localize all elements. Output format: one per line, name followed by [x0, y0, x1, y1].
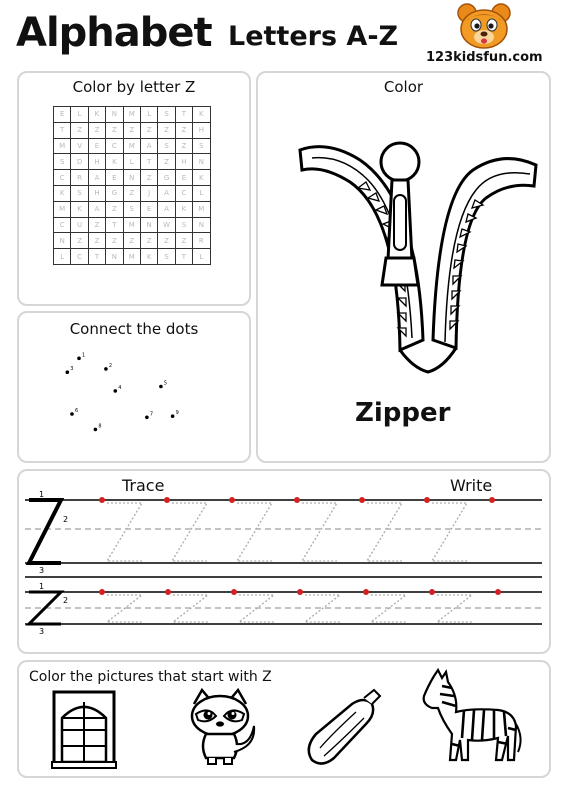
- grid-cell[interactable]: T: [175, 249, 192, 265]
- dot-number: 1: [82, 352, 86, 359]
- grid-cell[interactable]: S: [158, 138, 175, 154]
- grid-row: [54, 185, 211, 201]
- grid-cell[interactable]: M: [123, 217, 140, 233]
- grid-cell[interactable]: N: [106, 249, 123, 265]
- start-dot: [164, 497, 170, 503]
- grid-cell[interactable]: N: [193, 154, 210, 170]
- color-by-letter-title: Color by letter Z: [72, 78, 196, 96]
- grid-row: [54, 154, 211, 170]
- dot[interactable]: [113, 389, 117, 393]
- dot-number: 5: [163, 380, 168, 387]
- grid-cell[interactable]: K: [71, 201, 88, 217]
- dot[interactable]: [145, 416, 149, 420]
- grid-cell[interactable]: G: [106, 185, 123, 201]
- grid-cell[interactable]: C: [175, 185, 192, 201]
- model-letter-z: [29, 500, 61, 563]
- dot-number: 4: [118, 384, 122, 391]
- start-dot: [99, 497, 105, 503]
- dot[interactable]: [94, 428, 98, 432]
- grid-cell[interactable]: A: [158, 201, 175, 217]
- grid-cell[interactable]: Z: [140, 170, 157, 186]
- grid-cell[interactable]: S: [175, 217, 192, 233]
- grid-cell[interactable]: C: [54, 170, 71, 186]
- grid-cell[interactable]: M: [123, 138, 140, 154]
- stroke-number: 2: [63, 596, 69, 606]
- write-label: Write: [450, 476, 493, 495]
- grid-cell[interactable]: E: [88, 138, 105, 154]
- grid-cell[interactable]: C: [54, 217, 71, 233]
- grid-cell[interactable]: U: [71, 217, 88, 233]
- grid-cell[interactable]: R: [193, 233, 210, 249]
- grid-cell[interactable]: Z: [140, 233, 157, 249]
- dot[interactable]: [159, 385, 163, 389]
- grid-row: [54, 233, 211, 249]
- trace-letter-z[interactable]: [302, 503, 337, 561]
- grid-cell[interactable]: H: [88, 154, 105, 170]
- grid-cell[interactable]: S: [71, 185, 88, 201]
- grid-cell[interactable]: E: [106, 170, 123, 186]
- grid-row: [54, 170, 211, 186]
- start-dot: [165, 589, 171, 595]
- grid-cell[interactable]: S: [193, 138, 210, 154]
- stroke-number: 3: [39, 627, 45, 636]
- trace-lines: [17, 469, 551, 654]
- grid-cell[interactable]: H: [175, 154, 192, 170]
- dot[interactable]: [77, 357, 81, 361]
- grid-cell[interactable]: L: [71, 107, 88, 123]
- grid-cell[interactable]: N: [54, 233, 71, 249]
- start-dot: [363, 589, 369, 595]
- grid-cell[interactable]: Z: [175, 122, 192, 138]
- trace-letter-z[interactable]: [172, 503, 207, 561]
- start-dot: [424, 497, 430, 503]
- stroke-number: 3: [39, 566, 45, 575]
- grid-cell[interactable]: Z: [123, 233, 140, 249]
- trace-label: Trace: [122, 476, 165, 495]
- page-subtitle: Letters A-Z: [228, 21, 399, 52]
- grid-cell[interactable]: Z: [106, 201, 123, 217]
- grid-cell[interactable]: L: [54, 249, 71, 265]
- grid-cell[interactable]: S: [123, 201, 140, 217]
- stroke-number: 1: [39, 490, 45, 499]
- grid-cell[interactable]: G: [158, 170, 175, 186]
- grid-cell[interactable]: T: [140, 154, 157, 170]
- grid-cell[interactable]: T: [54, 122, 71, 138]
- grid-cell[interactable]: R: [71, 170, 88, 186]
- grid-cell[interactable]: Z: [88, 233, 105, 249]
- grid-cell[interactable]: C: [71, 249, 88, 265]
- grid-cell[interactable]: M: [193, 201, 210, 217]
- grid-cell[interactable]: L: [123, 154, 140, 170]
- grid-cell[interactable]: A: [140, 138, 157, 154]
- zucchini-icon: [302, 690, 382, 770]
- start-dot: [231, 589, 237, 595]
- grid-cell[interactable]: N: [140, 217, 157, 233]
- grid-cell[interactable]: Z: [106, 233, 123, 249]
- trace-letter-z[interactable]: [367, 503, 402, 561]
- start-dot: [429, 589, 435, 595]
- grid-cell[interactable]: H: [193, 122, 210, 138]
- grid-cell[interactable]: K: [88, 107, 105, 123]
- grid-cell[interactable]: L: [193, 185, 210, 201]
- grid-cell[interactable]: N: [193, 217, 210, 233]
- zipper-icon: [288, 140, 548, 380]
- grid-cell[interactable]: Z: [123, 122, 140, 138]
- letter-grid: [53, 106, 211, 265]
- grid-cell[interactable]: T: [175, 107, 192, 123]
- grid-cell[interactable]: Z: [106, 122, 123, 138]
- grid-cell[interactable]: K: [193, 170, 210, 186]
- start-dot: [229, 497, 235, 503]
- grid-row: [54, 201, 211, 217]
- dot[interactable]: [70, 412, 74, 416]
- dot-number: 7: [149, 411, 154, 418]
- dot-number: 6: [74, 408, 79, 414]
- grid-cell[interactable]: Z: [158, 122, 175, 138]
- grid-cell[interactable]: K: [193, 107, 210, 123]
- grid-cell[interactable]: V: [71, 138, 88, 154]
- grid-row: [54, 138, 211, 154]
- dot-number: 3: [70, 366, 74, 373]
- grid-cell[interactable]: L: [193, 249, 210, 265]
- grid-cell[interactable]: Z: [175, 138, 192, 154]
- grid-cell[interactable]: Z: [71, 233, 88, 249]
- dot[interactable]: [171, 414, 175, 418]
- site-url[interactable]: 123kidsfun.com: [426, 50, 543, 65]
- grid-cell[interactable]: S: [158, 249, 175, 265]
- grid-cell[interactable]: J: [140, 185, 157, 201]
- trace-letter-z[interactable]: [237, 503, 272, 561]
- grid-cell[interactable]: D: [71, 154, 88, 170]
- grid-cell[interactable]: Z: [140, 122, 157, 138]
- stroke-number: 1: [39, 582, 45, 591]
- dot[interactable]: [104, 367, 108, 371]
- grid-row: [54, 122, 211, 138]
- window-icon: [52, 690, 116, 770]
- start-dot: [495, 589, 501, 595]
- zipper-word: Zipper: [355, 398, 451, 428]
- grid-cell[interactable]: C: [106, 138, 123, 154]
- grid-cell[interactable]: S: [54, 154, 71, 170]
- grid-cell[interactable]: Z: [71, 122, 88, 138]
- grid-cell[interactable]: Z: [158, 154, 175, 170]
- stroke-number: 2: [63, 515, 69, 525]
- grid-cell[interactable]: A: [88, 170, 105, 186]
- trace-letter-z[interactable]: [107, 503, 142, 561]
- grid-cell[interactable]: N: [123, 170, 140, 186]
- grid-cell[interactable]: T: [106, 217, 123, 233]
- grid-cell[interactable]: N: [106, 107, 123, 123]
- grid-cell[interactable]: E: [54, 107, 71, 123]
- grid-cell[interactable]: Z: [88, 217, 105, 233]
- start-dot: [489, 497, 495, 503]
- grid-cell[interactable]: Z: [88, 122, 105, 138]
- start-dot: [99, 589, 105, 595]
- grid-cell[interactable]: A: [158, 185, 175, 201]
- grid-cell[interactable]: A: [88, 201, 105, 217]
- grid-cell[interactable]: K: [140, 249, 157, 265]
- grid-cell[interactable]: K: [106, 154, 123, 170]
- start-dot: [359, 497, 365, 503]
- grid-cell[interactable]: S: [158, 107, 175, 123]
- grid-row: [54, 249, 211, 265]
- grid-cell[interactable]: K: [54, 185, 71, 201]
- start-dot: [294, 497, 300, 503]
- grid-cell[interactable]: Z: [123, 185, 140, 201]
- grid-cell[interactable]: L: [140, 107, 157, 123]
- grid-row: [54, 107, 211, 123]
- page-title: Alphabet: [16, 10, 212, 56]
- grid-cell[interactable]: H: [88, 185, 105, 201]
- dot-number: 2: [108, 362, 113, 369]
- dots-canvas: [17, 348, 251, 458]
- pictures-title: Color the pictures that start with Z: [29, 669, 272, 685]
- grid-cell[interactable]: Z: [175, 233, 192, 249]
- zebra-icon: [412, 668, 522, 766]
- raccoon-icon: [180, 686, 260, 768]
- start-dot: [297, 589, 303, 595]
- grid-cell[interactable]: M: [123, 107, 140, 123]
- grid-row: [54, 217, 211, 233]
- dot-number: 9: [175, 410, 179, 417]
- grid-cell[interactable]: M: [54, 138, 71, 154]
- dot-number: 8: [98, 423, 102, 430]
- bear-face-icon: [456, 3, 512, 49]
- grid-cell[interactable]: K: [175, 201, 192, 217]
- grid-cell[interactable]: E: [140, 201, 157, 217]
- dot[interactable]: [66, 370, 70, 374]
- grid-cell[interactable]: W: [158, 217, 175, 233]
- grid-cell[interactable]: E: [175, 170, 192, 186]
- grid-cell[interactable]: M: [123, 249, 140, 265]
- grid-cell[interactable]: M: [54, 201, 71, 217]
- trace-letter-z[interactable]: [432, 503, 467, 561]
- grid-cell[interactable]: T: [88, 249, 105, 265]
- connect-dots-title: Connect the dots: [69, 320, 199, 338]
- color-panel-title: Color: [383, 78, 424, 96]
- grid-cell[interactable]: Z: [158, 233, 175, 249]
